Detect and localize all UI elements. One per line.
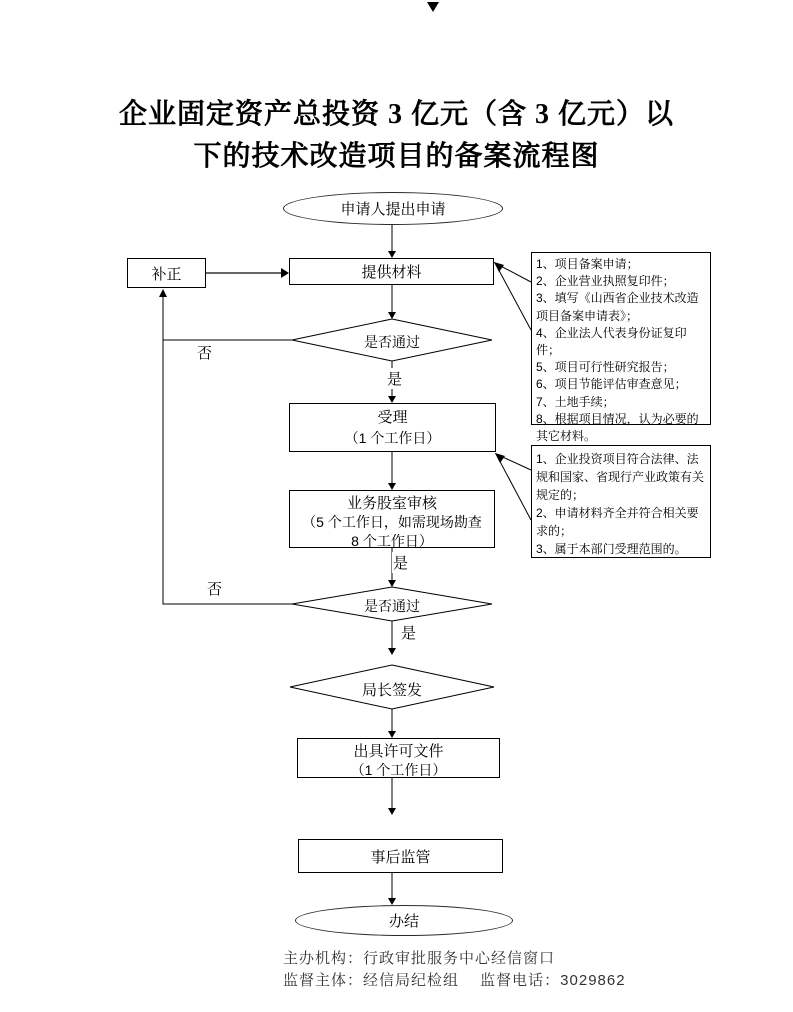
materials-note-item: 8、根据项目情况，认为必要的其它材料。: [536, 411, 699, 444]
footer-supervisor: 监督主体：经信局纪检组 监督电话：3029862: [283, 972, 626, 989]
decision-2-label: 是否通过: [364, 598, 420, 614]
footer-organizer: 主办机构：行政审批服务中心经信窗口: [283, 950, 556, 967]
node-issue-duration: （1 个工作日）: [350, 762, 447, 778]
node-start-label: 申请人提出申请: [340, 201, 446, 218]
node-correction-label: 补正: [151, 265, 182, 283]
page-title-line1: 企业固定资产总投资 3 亿元（含 3 亿元）以: [118, 99, 674, 130]
node-correction: [127, 258, 206, 288]
node-provide-materials-label: 提供材料: [361, 264, 422, 281]
materials-note-item: 1、项目备案申请；: [536, 257, 639, 271]
yes-label-1: 是: [386, 368, 403, 389]
footer: [283, 948, 626, 992]
materials-note-item: 3、填写《山西省企业技术改造项目备案申请表》；: [536, 291, 699, 323]
node-review-duration2: 8 个工作日）: [351, 533, 433, 548]
node-accept: [289, 403, 496, 452]
node-issue-label: 出具许可文件: [353, 743, 444, 760]
page-title-line2: 下的技术改造项目的备案流程图: [193, 141, 600, 172]
materials-note-item: 7、土地手续；: [536, 394, 615, 409]
director-sign-label: 局长签发: [361, 682, 422, 699]
yes-label-2: 是: [392, 552, 409, 573]
acceptance-condition-item: 3、属于本部门受理范围的。: [536, 542, 687, 556]
acceptance-conditions-note: [531, 445, 711, 558]
materials-note-item: 4、企业法人代表身份证复印件；: [536, 325, 687, 358]
node-accept-label: 受理: [377, 408, 408, 426]
page-top-arrow-icon: [427, 2, 439, 12]
node-finish: [295, 905, 513, 936]
materials-note-item: 5、项目可行性研究报告；: [536, 360, 675, 375]
node-review-label: 业务股室审核: [346, 495, 437, 512]
no-label-1: 否: [196, 342, 213, 363]
node-supervision-label: 事后监管: [370, 848, 431, 866]
node-review: [289, 490, 495, 548]
node-supervision: [298, 839, 503, 873]
node-finish-label: 办结: [388, 913, 419, 930]
node-start: [283, 192, 503, 225]
node-review-duration1: （5 个工作日，如需现场勘查: [302, 514, 482, 530]
node-issue: [297, 738, 500, 778]
no-label-2: 否: [206, 578, 223, 599]
materials-note: [531, 252, 711, 444]
decision-1-label: 是否通过: [364, 334, 420, 350]
acceptance-condition-item: 1、企业投资项目符合法律、法规和国家、省现行产业政策有关规定的；: [536, 452, 705, 502]
materials-note-item: 2、企业营业执照复印件；: [536, 274, 675, 289]
materials-note-item: 6、项目节能评估审查意见；: [536, 377, 687, 392]
page-title: [0, 94, 793, 178]
yes-label-3: 是: [400, 622, 417, 643]
node-provide-materials: [289, 258, 494, 285]
acceptance-condition-item: 2、申请材料齐全并符合相关要求的；: [536, 506, 699, 538]
node-accept-duration: （1 个工作日）: [344, 429, 441, 446]
